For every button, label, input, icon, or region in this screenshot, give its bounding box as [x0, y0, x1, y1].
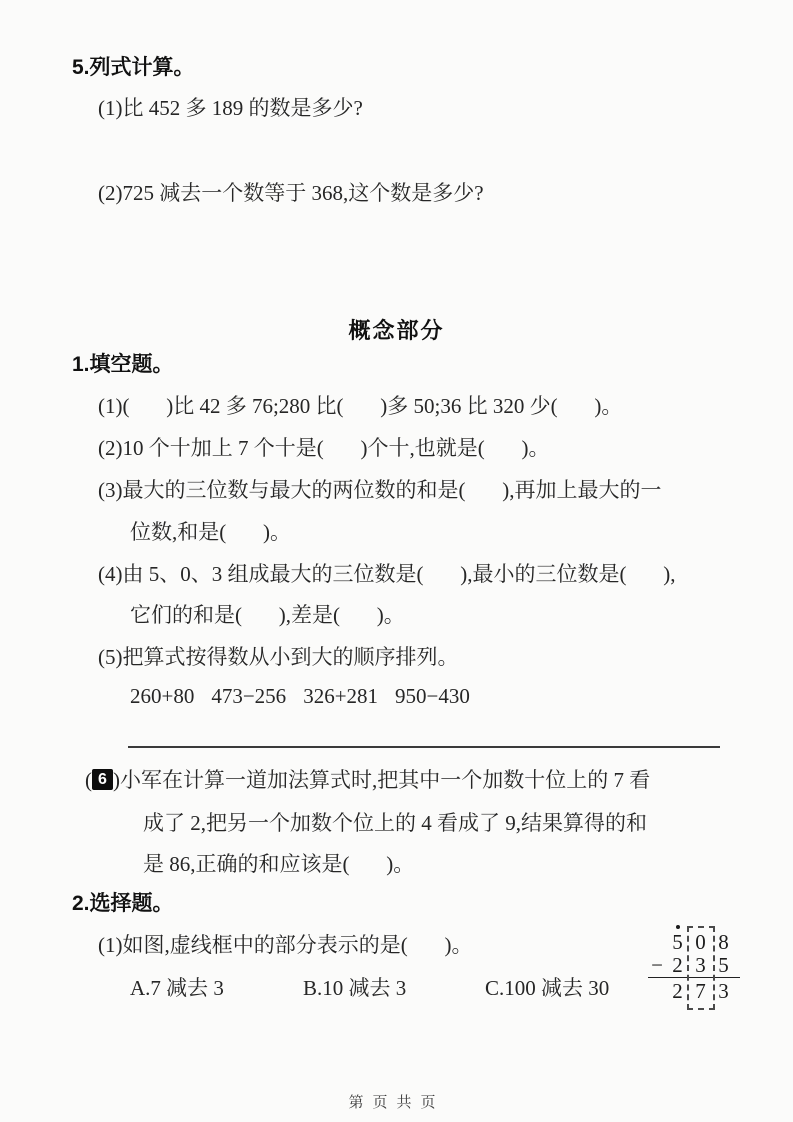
expression-item: 950−430 — [395, 684, 470, 708]
vsub-minuend-hundreds — [666, 931, 689, 953]
choice-question-1: (1)如图,虚线框中的部分表示的是( )。 — [98, 933, 473, 957]
q6-paragraph-line1 — [85, 768, 650, 792]
calc-question-1: (1)比 452 多 189 的数是多少? — [98, 96, 363, 120]
vsub-difference-hundreds: 2 — [672, 979, 683, 1003]
q6-paragraph-line3: 是 86,正确的和应该是( )。 — [143, 852, 415, 876]
q6-paragraph-line2: 成了 2,把另一个加数个位上的 4 看成了 9,结果算得的和 — [143, 811, 647, 835]
fill-item-1: (1)( )比 42 多 76;280 比( )多 50;36 比 320 少( )。 — [98, 394, 623, 418]
vsub-digit: 5 — [672, 930, 683, 954]
expression-item: 473−256 — [211, 684, 287, 708]
calc-section-title: 5.列式计算。 — [72, 56, 195, 79]
dashed-frame — [687, 926, 715, 1010]
vsub-minuend-ones: 8 — [718, 930, 729, 954]
fill-item-4-line1: (4)由 5、0、3 组成最大的三位数是( ),最小的三位数是( ), — [98, 562, 676, 586]
fill-item-4-line2: 它们的和是( ),差是( )。 — [130, 603, 405, 627]
expression-item: 260+80 — [130, 684, 195, 708]
concept-section-heading: 概念部分 — [348, 318, 445, 343]
calc-question-2: (2)725 减去一个数等于 368,这个数是多少? — [98, 181, 484, 205]
vsub-difference-tens: 7 — [695, 979, 706, 1003]
page-footer: 第页共页 — [348, 1094, 445, 1111]
vsub-minuend-tens: 0 — [695, 930, 706, 954]
fill-expressions-row — [130, 684, 470, 708]
choice-section-title: 2.选择题。 — [72, 892, 174, 915]
fill-item-3-line1: (3)最大的三位数与最大的两位数的和是( ),再加上最大的一 — [98, 478, 662, 502]
choice-option-c: C.100 减去 30 — [485, 976, 610, 1000]
q6-open-paren: ( — [85, 768, 92, 792]
vsub-subtrahend-tens: 3 — [695, 953, 706, 977]
vertical-subtraction — [648, 921, 740, 1007]
vsub-subtrahend-ones: 5 — [718, 953, 729, 977]
fill-item-3-line2: 位数,和是( )。 — [130, 520, 291, 544]
q6-close-paren: ) — [113, 768, 120, 792]
fill-section-title: 1.填空题。 — [72, 353, 174, 376]
expression-item: 326+281 — [303, 684, 379, 708]
q6-number-badge: 6 — [92, 769, 113, 790]
vsub-difference-ones: 3 — [718, 979, 729, 1003]
section-divider — [128, 746, 720, 748]
minus-sign: − — [651, 953, 663, 977]
borrow-dot-icon — [676, 925, 680, 929]
vsub-empty-cell — [648, 980, 666, 1002]
choice-option-a: A.7 减去 3 — [130, 976, 224, 1000]
choice-option-b: B.10 减去 3 — [303, 976, 407, 1000]
vsub-subtrahend-hundreds: 2 — [672, 953, 683, 977]
q6-text-line1: 小军在计算一道加法算式时,把其中一个加数十位上的 7 看 — [120, 768, 651, 792]
vsub-empty-cell — [648, 931, 666, 953]
fill-item-2: (2)10 个十加上 7 个十是( )个十,也就是( )。 — [98, 436, 550, 460]
fill-item-5: (5)把算式按得数从小到大的顺序排列。 — [98, 645, 459, 669]
